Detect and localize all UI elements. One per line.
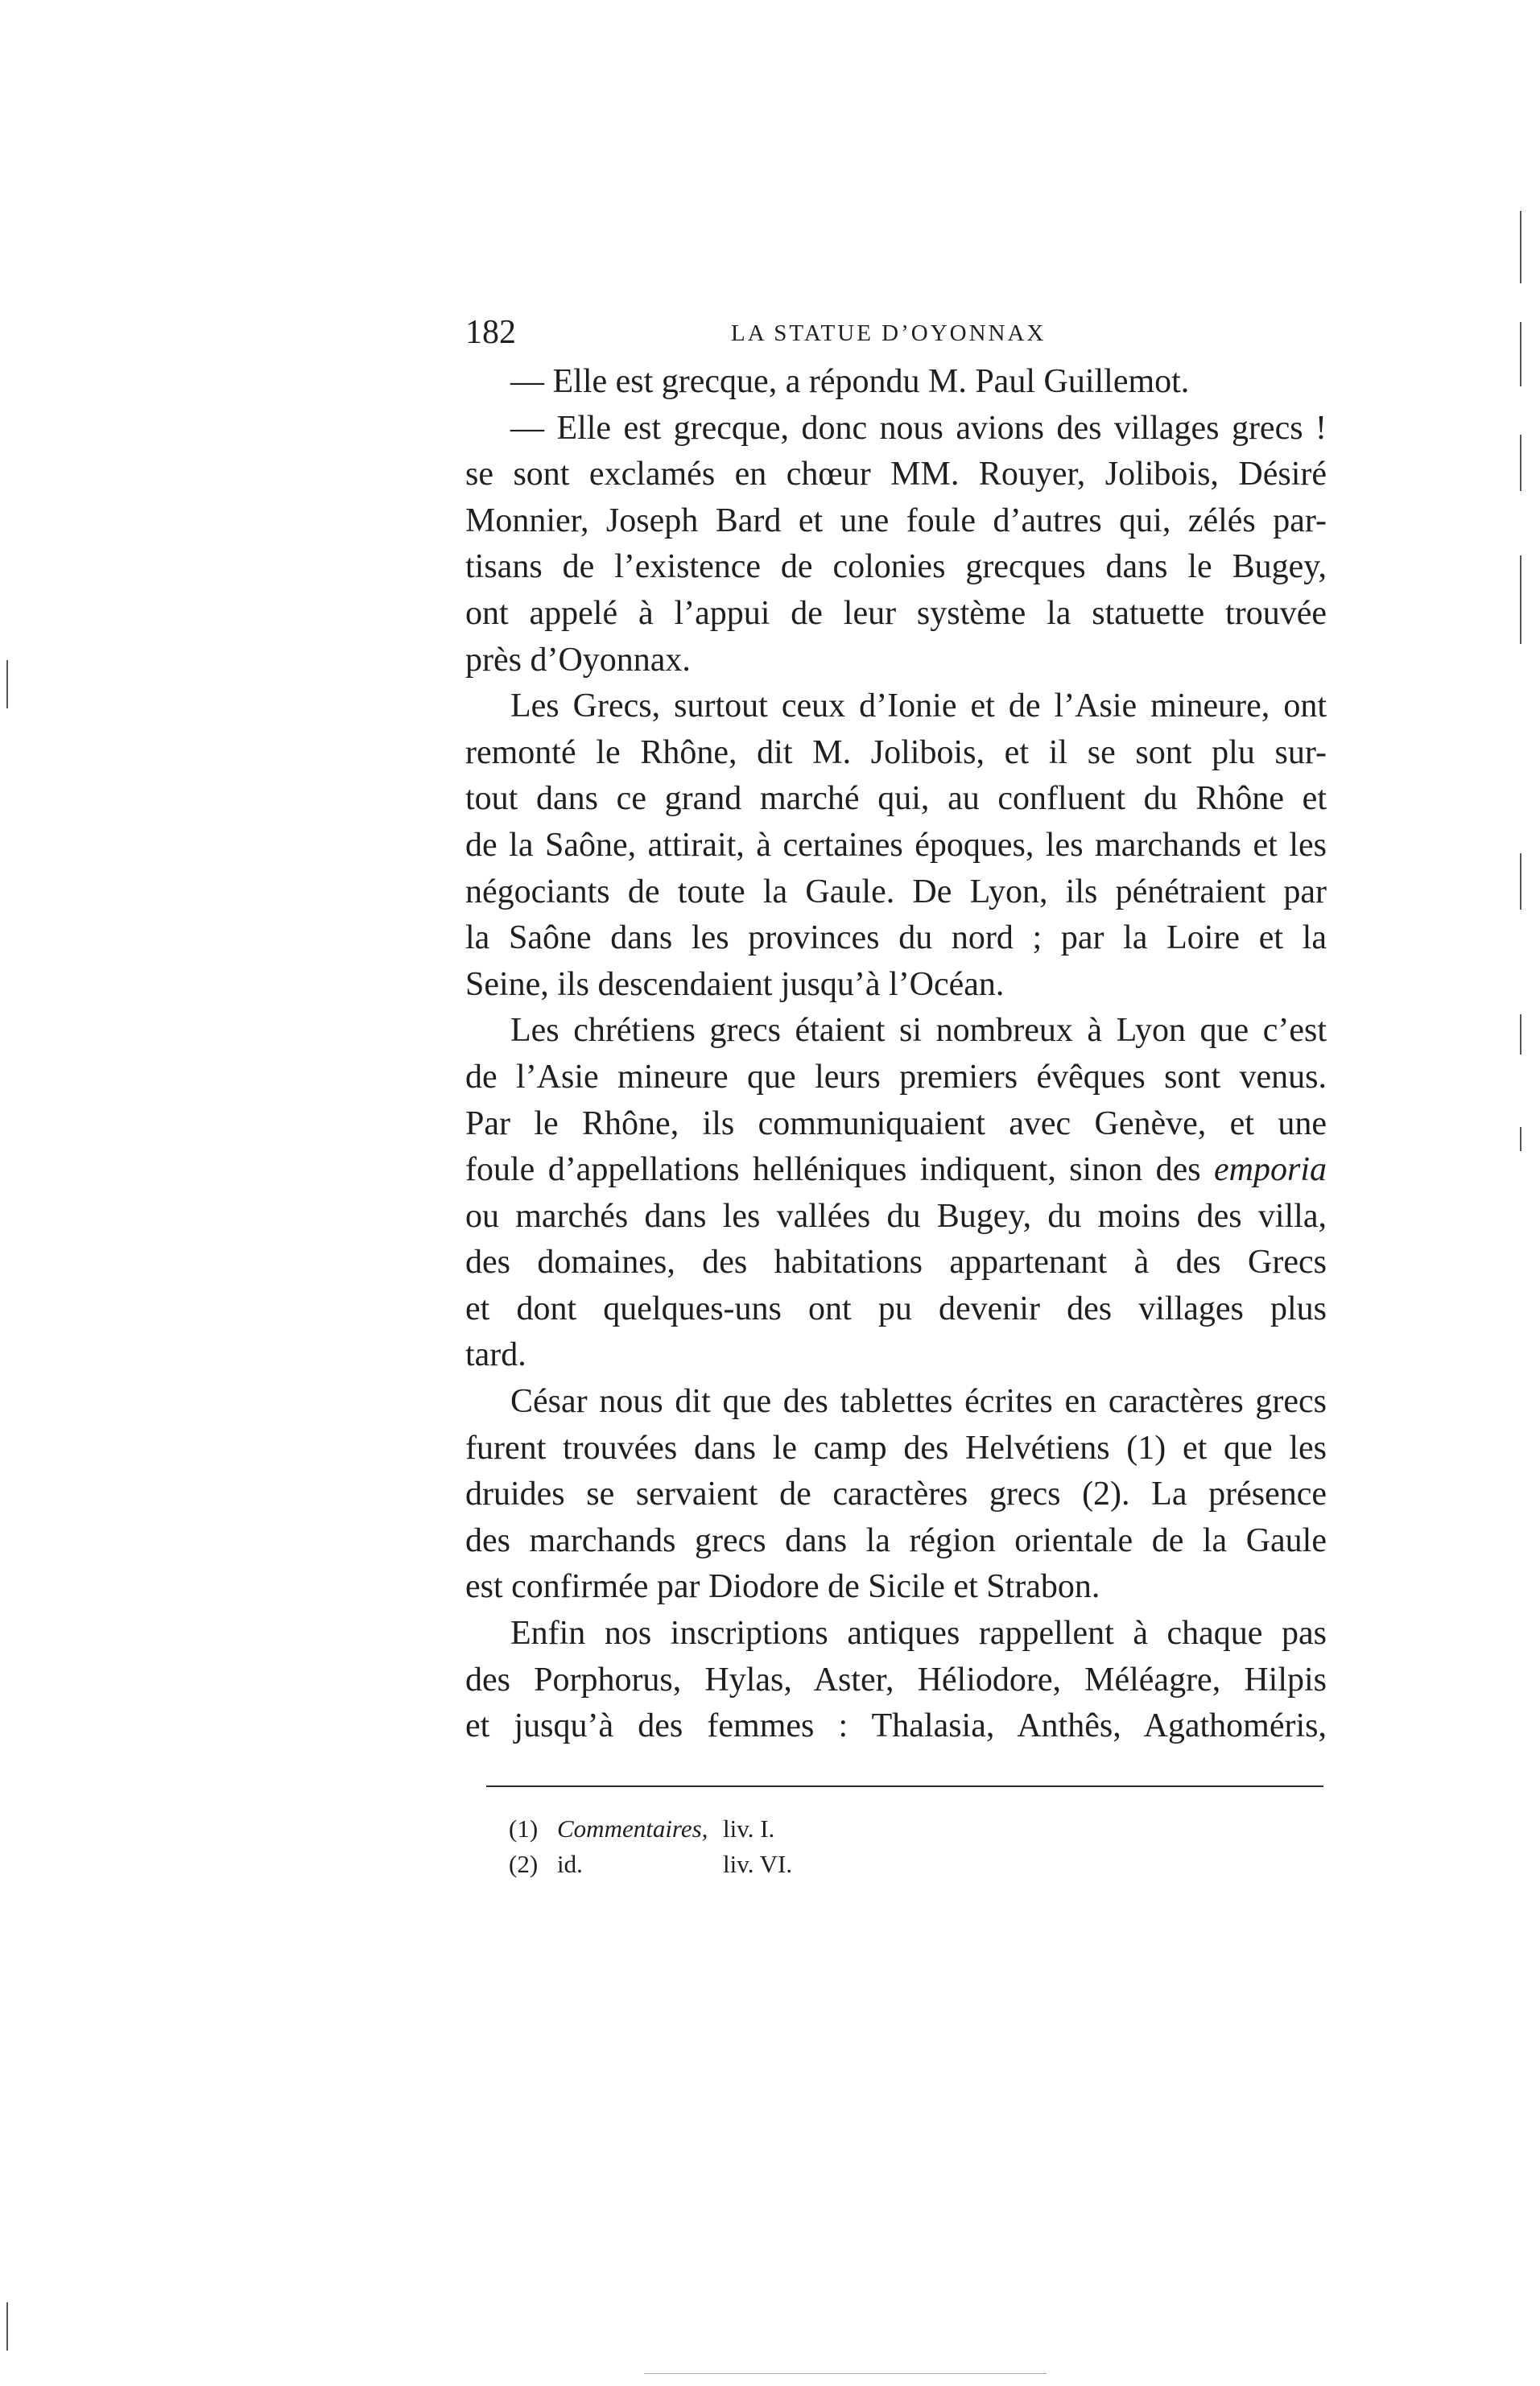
scan-edge-mark xyxy=(6,2302,8,2351)
text-line: remonté le Rhône, dit M. Jolibois, et il se sont plu sur- xyxy=(465,733,1327,771)
text-line: Monnier, Joseph Bard et une foule d’autres qui, zélés par- xyxy=(465,502,1327,539)
text-line: César nous dit que des tablettes écrites en caractères grecs xyxy=(510,1383,1327,1421)
running-title: LA STATUE D’OYONNAX xyxy=(731,320,1047,346)
text-line: — Elle est grecque, donc nous avions des villages grecs ! xyxy=(510,409,1327,447)
text-line: négociants de toute la Gaule. De Lyon, ils pénétraient par xyxy=(465,873,1327,910)
text-line: est confirmée par Diodore de Sicile et Strabon. xyxy=(465,1568,1100,1606)
scan-edge-mark xyxy=(1520,853,1521,910)
footnote xyxy=(509,1847,1153,1882)
scan-edge-mark xyxy=(1520,322,1521,386)
text-line: Enfin nos inscriptions antiques rappellent à chaque pas xyxy=(510,1615,1327,1653)
text-line: Les chrétiens grecs étaient si nombreux à Lyon que c’est xyxy=(510,1012,1327,1050)
footnote-reference: Commentaires, xyxy=(557,1814,708,1843)
text-line: ont appelé à l’appui de leur système la statuette trouvée xyxy=(465,594,1327,632)
footnote xyxy=(509,1811,1153,1847)
footnote-rule xyxy=(486,1785,1323,1787)
scan-edge-mark xyxy=(6,660,8,708)
text-line: tout dans ce grand marché qui, au confluent du Rhône et xyxy=(465,780,1327,818)
text-line: Les Grecs, surtout ceux d’Ionie et de l’Asie mineure, ont xyxy=(510,687,1327,725)
text-line: des marchands grecs dans la région orientale de la Gaule xyxy=(465,1521,1327,1559)
text-line: foule d’appellations helléniques indiquent, sinon des emporia xyxy=(465,1151,1327,1189)
scan-edge-mark xyxy=(1520,555,1521,644)
footnote-location: liv. VI. xyxy=(723,1850,793,1878)
page-number: 182 xyxy=(465,314,516,351)
text-line: Seine, ils descendaient jusqu’à l’Océan. xyxy=(465,965,1005,1003)
text-line: et dont quelques-uns ont pu devenir des villages plus xyxy=(465,1290,1327,1327)
footnote-mark: (1) xyxy=(509,1814,539,1843)
text-line: tard. xyxy=(465,1336,526,1374)
text-line: tisans de l’existence de colonies grecques dans le Bugey, xyxy=(465,548,1327,586)
footnote-mark: (2) xyxy=(509,1850,539,1878)
text-line: la Saône dans les provinces du nord ; par la Loire et la xyxy=(465,919,1327,957)
body-text xyxy=(465,359,1327,1750)
text-line: furent trouvées dans le camp des Helvétiens (1) et que les xyxy=(465,1429,1327,1467)
text-line: de l’Asie mineure que leurs premiers évêques sont venus. xyxy=(465,1058,1327,1096)
text-line: et jusqu’à des femmes : Thalasia, Anthês, Agathoméris, xyxy=(465,1707,1327,1745)
footnotes xyxy=(509,1811,1153,1882)
text-line: Par le Rhône, ils communiquaient avec Genève, et une xyxy=(465,1104,1327,1142)
scan-edge-mark xyxy=(1520,211,1521,283)
page-header xyxy=(465,312,1327,353)
text-line: se sont exclamés en chœur MM. Rouyer, Jolibois, Désiré xyxy=(465,456,1327,493)
text-line: des Porphorus, Hylas, Aster, Héliodore, Méléagre, Hilpis xyxy=(465,1661,1327,1699)
scan-edge-mark xyxy=(1520,1014,1521,1055)
scan-edge-mark xyxy=(1520,1127,1521,1151)
scan-edge-mark xyxy=(644,2373,1047,2374)
text-line: ou marchés dans les vallées du Bugey, du moins des villa, xyxy=(465,1197,1327,1235)
footnote-reference: id. xyxy=(557,1850,583,1878)
text-line: des domaines, des habitations appartenant à des Grecs xyxy=(465,1244,1327,1282)
text-line: druides se servaient de caractères grecs (2). La présence xyxy=(465,1476,1327,1513)
text-line: près d’Oyonnax. xyxy=(465,641,691,679)
footnote-location: liv. I. xyxy=(723,1814,775,1843)
text-line: — Elle est grecque, a répondu M. Paul Guillemot. xyxy=(510,363,1190,400)
text-line: de la Saône, attirait, à certaines époques, les marchands et les xyxy=(465,826,1327,864)
scan-edge-mark xyxy=(1520,435,1521,491)
